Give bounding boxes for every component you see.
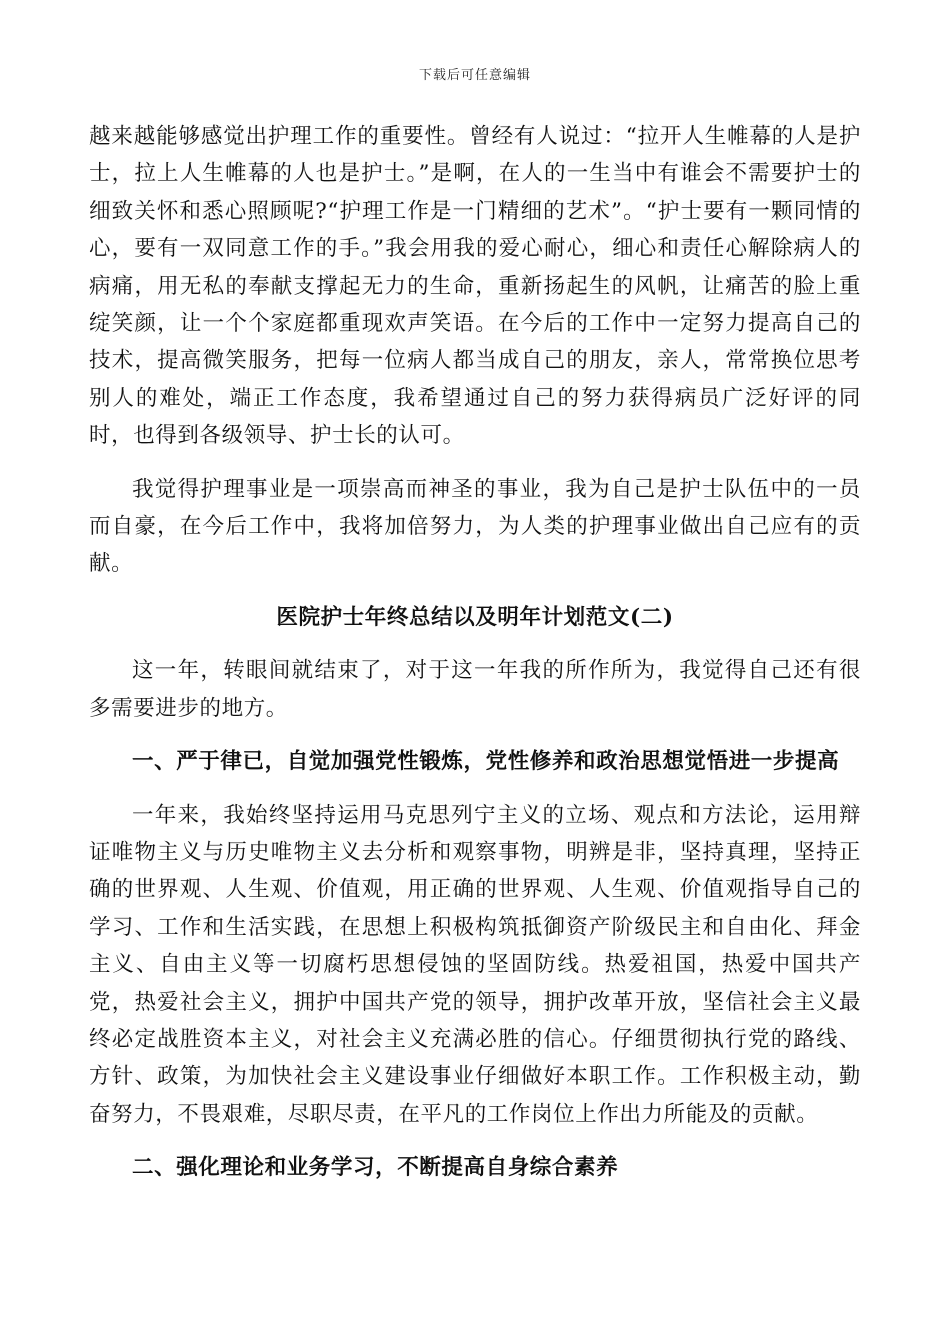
section-title: 医院护士年终总结以及明年计划范文(二)	[276, 604, 674, 630]
paragraph-3: 这一年，转眼间就结束了，对于这一年我的所作所为，我觉得自己还有很多需要进步的地方。	[89, 658, 861, 721]
paragraph-2: 我觉得护理事业是一项崇高而神圣的事业，我为自己是护士队伍中的一员而自豪，在今后工作中，我将加倍努力，为人类的护理事业做出自己应有的贡献。	[89, 476, 861, 577]
paragraph-1: 越来越能够感觉出护理工作的重要性。曾经有人说过：“拉开人生帷幕的人是护士，拉上人生帷幕的人也是护士。”是啊，在人的一生当中有谁会不需要护士的细致关怀和悉心照顾呢?“护理工作是一门精细的艺术”。“护士要有一颗同情的心，要有一双同意工作的手。”我会用我的爱心耐心，细心和责任心解除病人的病痛，用无私的奉献支撑起无力的生命，重新扬起生的风帆，让痛苦的脸上重绽笑颜，让一个个家庭都重现欢声笑语。在今后的工作中一定努力提高自己的技术，提高微笑服务，把每一位病人都当成自己的朋友，亲人，常常换位思考别人的难处，端正工作态度，我希望通过自己的努力获得病员广泛好评的同时，也得到各级领导、护士长的认可。	[89, 124, 861, 449]
paragraph-4: 一年来，我始终坚持运用马克思列宁主义的立场、观点和方法论，运用辩证唯物主义与历史唯物主义去分析和观察事物，明辨是非，坚持真理，坚持正确的世界观、人生观、价值观，用正确的世界观、人生观、价值观指导自己的学习、工作和生活实践，在思想上积极构筑抵御资产阶级民主和自由化、拜金主义、自由主义等一切腐朽思想侵蚀的坚固防线。热爱祖国，热爱中国共产党，热爱社会主义，拥护中国共产党的领导，拥护改革开放，坚信社会主义最终必定战胜资本主义，对社会主义充满必胜的信心。仔细贯彻执行党的路线、方针、政策，为加快社会主义建设事业仔细做好本职工作。工作积极主动，勤奋努力，不畏艰难，尽职尽责，在平凡的工作岗位上作出力所能及的贡献。	[89, 802, 861, 1127]
document-body	[89, 118, 861, 1187]
section-heading-2: 二、强化理论和业务学习，不断提高自身综合素养	[132, 1155, 619, 1181]
section-heading-1: 一、严于律已，自觉加强党性锻炼，党性修养和政治思想觉悟进一步提高	[132, 749, 840, 775]
page-header: 下载后可任意编辑	[418, 68, 531, 83]
